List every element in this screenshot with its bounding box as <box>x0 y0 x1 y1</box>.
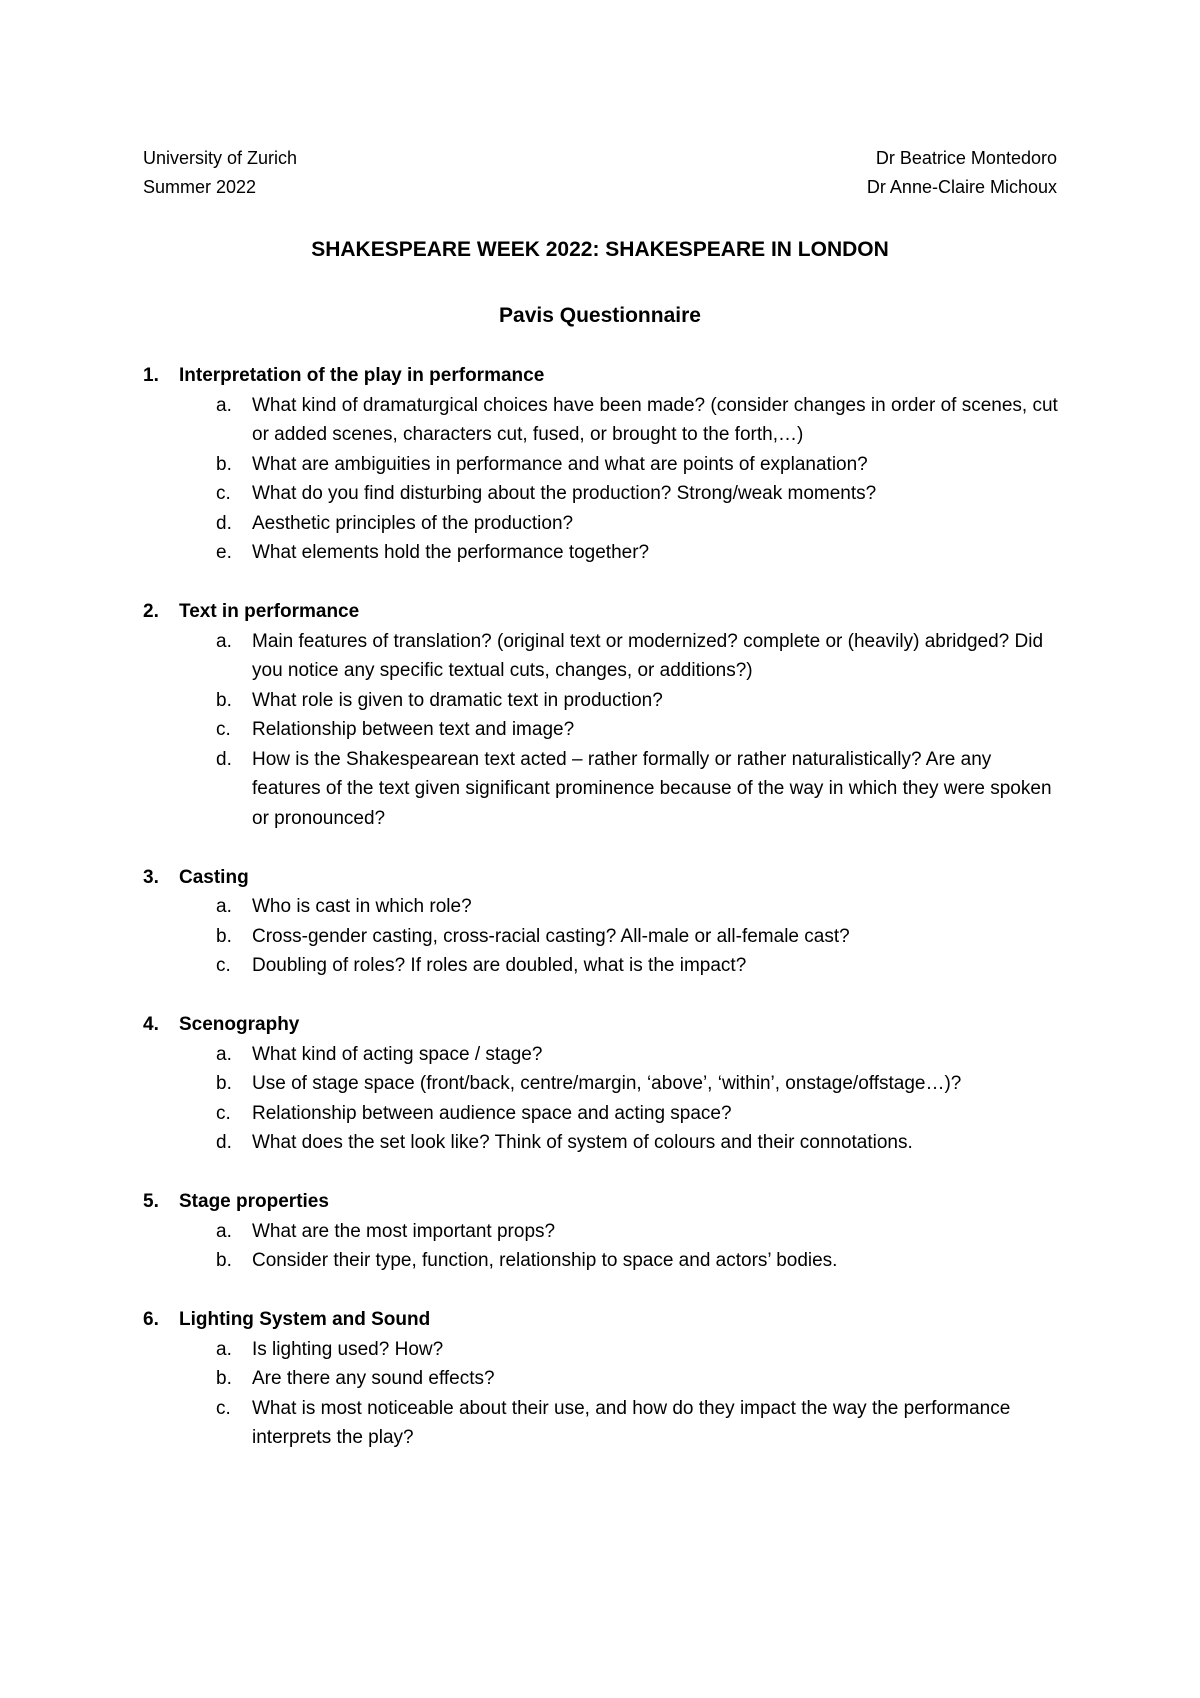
question-text: How is the Shakespearean text acted – rather formally or rather naturalistically? Are any features of the text given significant prominence because of the way in which they were spoken or pronounced? <box>252 748 1052 829</box>
question-letter: d. <box>216 748 232 770</box>
question-text: What kind of acting space / stage? <box>252 1043 543 1065</box>
question-list <box>143 1217 1063 1276</box>
question-letter: d. <box>216 512 232 534</box>
question-item <box>143 1217 1063 1247</box>
section-number: 3. <box>143 866 159 888</box>
question-letter: c. <box>216 955 231 976</box>
question-text: What is most noticeable about their use, and how do they impact the way the performance interprets the play? <box>252 1397 1011 1448</box>
question-list <box>143 391 1063 568</box>
questionnaire-section <box>143 1010 1063 1158</box>
question-letter: a. <box>216 630 232 652</box>
question-text: Is lighting used? How? <box>252 1338 444 1360</box>
question-text: Aesthetic principles of the production? <box>252 512 574 534</box>
section-heading-text: Interpretation of the play in performance <box>179 365 545 386</box>
page-subtitle: Pavis Questionnaire <box>499 304 701 327</box>
question-letter: c. <box>216 1397 231 1419</box>
question-text: Cross-gender casting, cross-racial casting? All-male or all-female cast? <box>252 925 850 947</box>
question-letter: b. <box>216 1073 232 1094</box>
question-item <box>143 922 1063 952</box>
question-text: What role is given to dramatic text in production? <box>252 689 663 711</box>
question-item <box>143 1099 1063 1129</box>
question-text: What are ambiguities in performance and what are points of explanation? <box>252 453 868 475</box>
question-item <box>143 450 1063 480</box>
lecturer-2: Dr Anne-Claire Michoux <box>866 177 1057 197</box>
section-heading <box>143 863 1063 893</box>
question-list <box>143 1335 1063 1453</box>
questionnaire-section <box>143 361 1063 568</box>
question-item <box>143 715 1063 745</box>
page-title: SHAKESPEARE WEEK 2022: SHAKESPEARE IN LONDON <box>311 238 889 261</box>
question-letter: b. <box>216 689 232 711</box>
question-text: What does the set look like? Think of system of colours and their connotations. <box>252 1132 913 1153</box>
question-item <box>143 686 1063 716</box>
question-letter: a. <box>216 1043 232 1065</box>
question-item <box>143 1128 1063 1158</box>
question-text: What are the most important props? <box>252 1220 556 1242</box>
question-text: Are there any sound effects? <box>252 1368 495 1389</box>
question-item <box>143 745 1063 834</box>
section-heading-text: Scenography <box>179 1014 300 1035</box>
question-list <box>143 1040 1063 1158</box>
term: Summer 2022 <box>143 177 257 197</box>
question-item <box>143 538 1063 568</box>
lecturer-1: Dr Beatrice Montedoro <box>875 148 1057 168</box>
question-text: Relationship between audience space and acting space? <box>252 1102 732 1124</box>
section-heading <box>143 1187 1063 1217</box>
question-text: Main features of translation? (original text or modernized? complete or (heavily) abridged? Did you notice any specific textual cuts, changes, or additions?) <box>252 630 1044 681</box>
header-left <box>143 144 297 202</box>
questionnaire-section <box>143 597 1063 833</box>
question-letter: d. <box>216 1132 232 1153</box>
institution: University of Zurich <box>143 148 298 168</box>
question-item <box>143 1040 1063 1070</box>
section-number: 1. <box>143 365 159 386</box>
question-list <box>143 892 1063 981</box>
question-list <box>143 627 1063 834</box>
section-number: 2. <box>143 601 159 622</box>
section-heading <box>143 1010 1063 1040</box>
question-letter: a. <box>216 394 232 416</box>
questionnaire-section <box>143 1305 1063 1453</box>
question-text: Consider their type, function, relationship to space and actors’ bodies. <box>252 1250 838 1271</box>
question-item <box>143 1069 1063 1099</box>
question-letter: a. <box>216 1338 232 1360</box>
question-text: What kind of dramaturgical choices have been made? (consider changes in order of scenes, cut or added scenes, characters cut, fused, or brought to the forth,…) <box>252 394 1058 445</box>
question-item <box>143 509 1063 539</box>
questionnaire-sections <box>143 361 1063 1482</box>
question-text: Use of stage space (front/back, centre/margin, ‘above’, ‘within’, onstage/offstage…)? <box>252 1073 962 1094</box>
question-letter: b. <box>216 925 232 947</box>
question-item <box>143 1364 1063 1394</box>
question-item <box>143 951 1063 981</box>
question-letter: a. <box>216 1220 232 1242</box>
question-item <box>143 479 1063 509</box>
question-text: What do you find disturbing about the production? Strong/weak moments? <box>252 483 877 504</box>
question-letter: b. <box>216 453 232 475</box>
question-letter: b. <box>216 1368 232 1389</box>
question-item <box>143 1335 1063 1365</box>
question-letter: c. <box>216 483 231 504</box>
section-number: 4. <box>143 1014 159 1035</box>
section-number: 5. <box>143 1191 159 1212</box>
question-letter: e. <box>216 542 232 563</box>
question-letter: b. <box>216 1250 232 1271</box>
section-number: 6. <box>143 1309 159 1330</box>
question-item <box>143 1394 1063 1453</box>
section-heading <box>143 597 1063 627</box>
question-text: What elements hold the performance together? <box>252 542 650 563</box>
question-item <box>143 627 1063 686</box>
section-heading <box>143 361 1063 391</box>
section-heading-text: Stage properties <box>179 1191 329 1212</box>
question-text: Doubling of roles? If roles are doubled, what is the impact? <box>252 955 747 976</box>
question-item <box>143 391 1063 450</box>
header-right <box>867 144 1057 202</box>
question-item <box>143 1246 1063 1276</box>
question-letter: a. <box>216 896 232 917</box>
question-text: Relationship between text and image? <box>252 719 575 740</box>
question-letter: c. <box>216 1102 231 1124</box>
question-item <box>143 892 1063 922</box>
question-letter: c. <box>216 719 231 740</box>
section-heading-text: Lighting System and Sound <box>179 1309 431 1330</box>
section-heading-text: Text in performance <box>179 601 360 622</box>
section-heading <box>143 1305 1063 1335</box>
questionnaire-section <box>143 1187 1063 1276</box>
section-heading-text: Casting <box>179 866 249 888</box>
question-text: Who is cast in which role? <box>252 896 472 917</box>
questionnaire-section <box>143 863 1063 981</box>
